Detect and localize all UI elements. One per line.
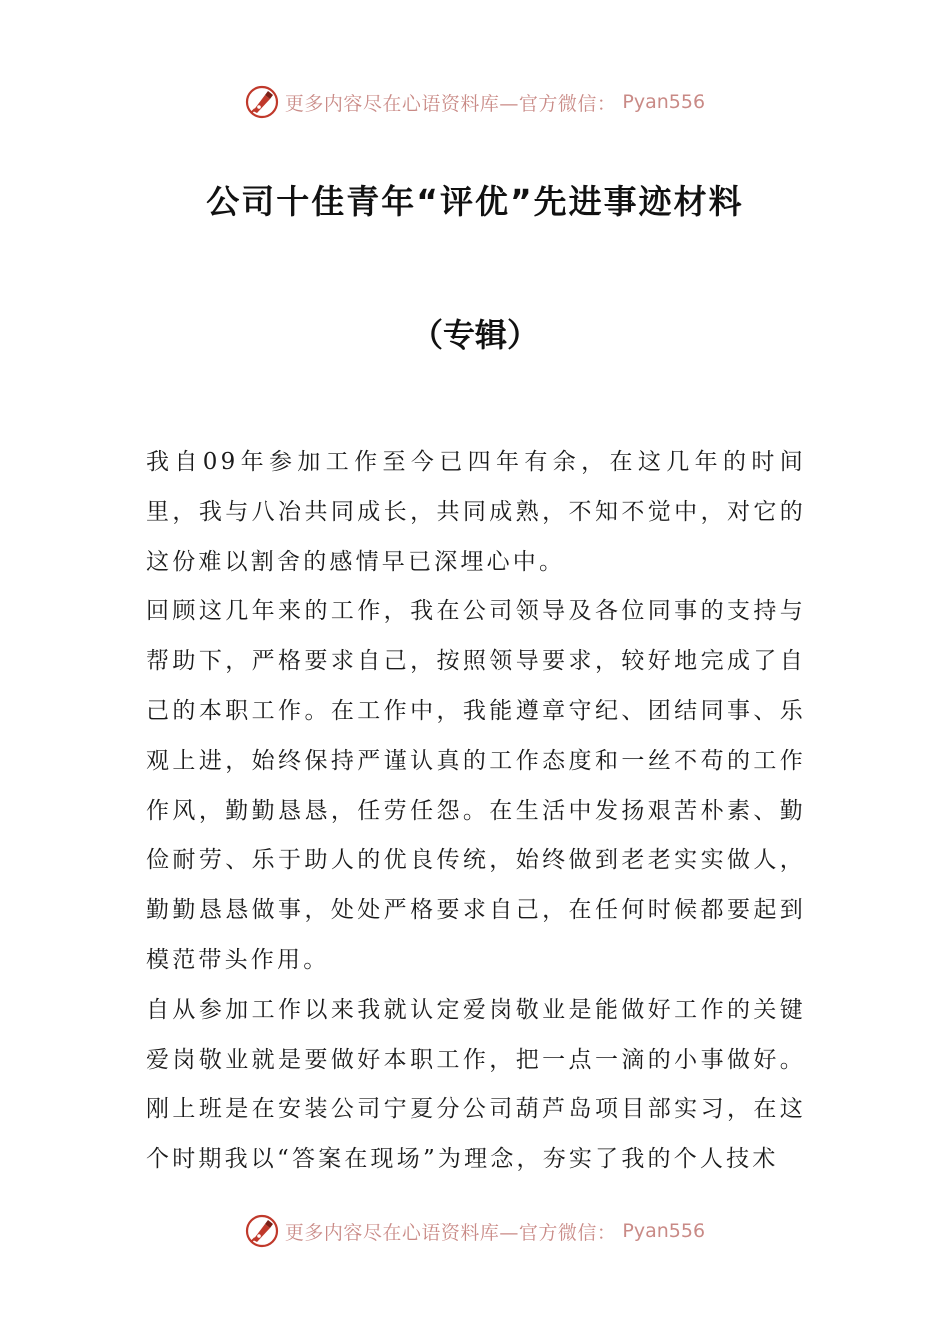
document-subtitle: （专辑） [410, 316, 539, 354]
watermark-banner-top [0, 82, 950, 122]
document-title: 公司十佳青年“评优”先进事迹材料 [206, 182, 744, 221]
body-paragraph: 自从参加工作以来我就认定爱岗敬业是能做好工作的关键爱岗敬业就是要做好本职工作，把一点一滴的小事做好。刚上班是在安装公司宁夏分公司葫芦岛项目部实习，在这个时期我以“答案在现场”为理念，夯实了我的个人技术 [146, 996, 806, 1173]
body-paragraph: 我自09年参加工作至今已四年有余，在这几年的时间里，我与八冶共同成长，共同成熟，不知不觉中，对它的这份难以割舍的感情早已深埋心中。 [146, 449, 806, 575]
watermark-wechat-id: Pyan556 [622, 1220, 706, 1242]
pen-nib-logo-icon [245, 85, 279, 119]
body-paragraph: 回顾这几年来的工作，我在公司领导及各位同事的支持与帮助下，严格要求自己，按照领导要求，较好地完成了自己的本职工作。在工作中，我能遵章守纪、团结同事、乐观上进，始终保持严谨认真的工作态度和一丝不苟的工作作风，勤勤恳恳，任劳任怨。在生活中发扬艰苦朴素、勤俭耐劳、乐于助人的优良传统，始终做到老老实实做人，勤勤恳恳做事，处处严格要求自己，在任何时候都要起到模范带头作用。 [146, 598, 806, 973]
document-body [146, 438, 806, 1185]
watermark-text: 更多内容尽在心语资料库—官方微信： [284, 92, 617, 115]
watermark-banner-bottom [0, 1211, 950, 1251]
watermark-text: 更多内容尽在心语资料库—官方微信： [284, 1221, 617, 1244]
pen-nib-logo-icon [245, 1214, 279, 1248]
watermark-wechat-id: Pyan556 [622, 91, 706, 113]
